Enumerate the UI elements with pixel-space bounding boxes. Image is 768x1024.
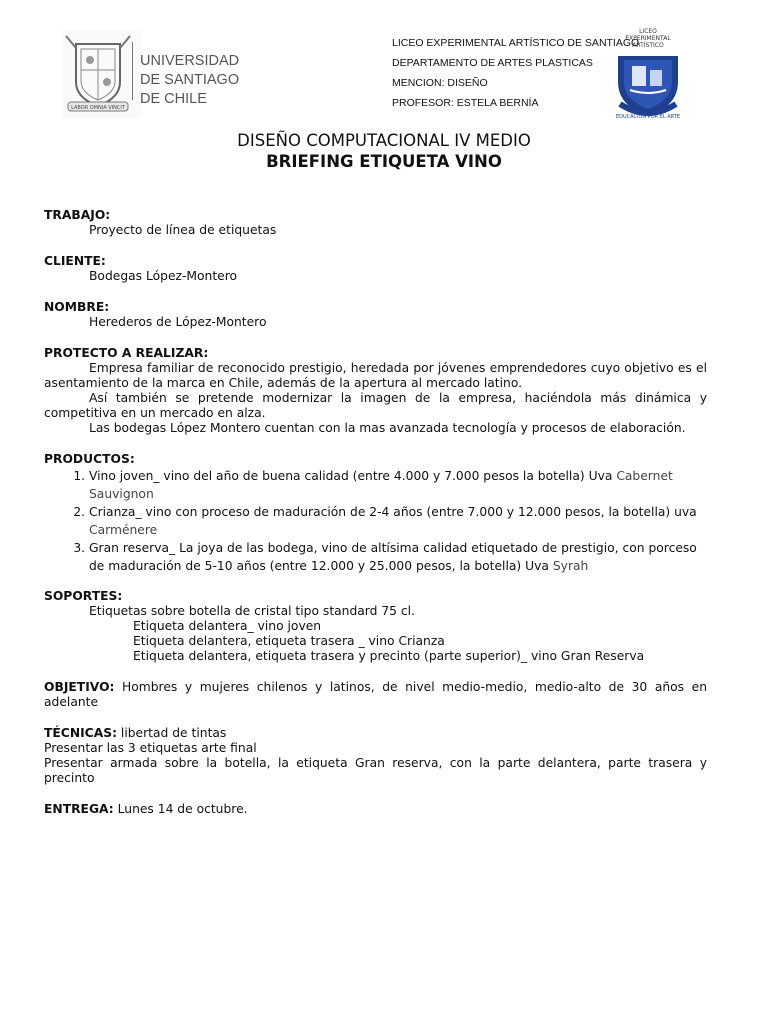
trabajo-label: TRABAJO: (44, 208, 111, 222)
proyecto-paragraph: Empresa familiar de reconocido prestigio, heredada por jóvenes emprendedores cuyo objetivo es el asentamiento de la marca en Chile, además de la apertura al mercado latino. (44, 361, 707, 390)
university-seal-icon (62, 30, 142, 118)
soporte-item: Etiqueta delantera_ vino joven (133, 619, 322, 633)
proyecto-paragraph: Así también se pretende modernizar la imagen de la empresa, haciéndola más dinámica y competitiva en un mercado en alza. (44, 391, 707, 420)
tecnicas-line: Presentar las 3 etiquetas arte final (44, 741, 257, 755)
school-crest-icon (608, 26, 688, 122)
tecnicas-label: TÉCNICAS: (44, 726, 117, 740)
university-name: UNIVERSIDAD DE SANTIAGO DE CHILE (140, 53, 240, 107)
tecnicas-line: Presentar armada sobre la botella, la etiqueta Gran reserva, con la parte delantera, parte trasera y precinto (44, 756, 707, 785)
objetivo-block (44, 680, 707, 710)
soporte-item: Etiqueta delantera, etiqueta trasera _ vino Crianza (133, 634, 445, 648)
trabajo-value: Proyecto de línea de etiquetas (89, 223, 277, 237)
entrega-block (44, 802, 707, 817)
course-title: DISEÑO COMPUTACIONAL IV MEDIO (237, 131, 531, 150)
logo-divider (132, 42, 133, 100)
list-item: 3. Gran reserva_ La joya de las bodega, vino de altísima calidad etiquetado de prestigio, con porceso de maduración de 5-10 años (entre 12.000 y 25.000 pesos, la botella) Uva Syrah (89, 539, 707, 575)
list-item: 1. Vino joven_ vino del año de buena calidad (entre 4.000 y 7.000 pesos la botella) Uva Cabernet Sauvignon (89, 467, 707, 503)
svg-text:LICEO: LICEO (639, 28, 657, 35)
school-name: LICEO EXPERIMENTAL ARTÍSTICO DE SANTIAGO (392, 37, 640, 49)
tecnicas-text: libertad de tintas (120, 726, 227, 740)
briefing-body (44, 208, 707, 817)
svg-text:ARTÍSTICO: ARTÍSTICO (632, 42, 664, 49)
mention: MENCION: DISEÑO (392, 77, 488, 89)
entrega-label: ENTREGA: (44, 802, 114, 816)
nombre-value: Herederos de López-Montero (89, 315, 267, 329)
soportes-label: SOPORTES: (44, 589, 123, 603)
school-logo (608, 26, 688, 122)
proyecto-paragraph: Las bodegas López Montero cuentan con la mas avanzada tecnología y procesos de elaboración. (89, 421, 686, 435)
svg-text:EDUCACIÓN POR EL ARTE: EDUCACIÓN POR EL ARTE (615, 114, 681, 120)
grape-variety: Syrah (552, 559, 589, 573)
entrega-text: Lunes 14 de octubre. (117, 802, 248, 816)
grape-variety: Cabernet Sauvignon (89, 469, 673, 501)
soportes-intro: Etiquetas sobre botella de cristal tipo standard 75 cl. (89, 604, 416, 618)
grape-variety: Carménere (89, 523, 158, 537)
cliente-value: Bodegas López-Montero (89, 269, 238, 283)
productos-list (44, 467, 707, 575)
soporte-item: Etiqueta delantera, etiqueta trasera y precinto (parte superior)_ vino Gran Reserva (133, 649, 645, 663)
tecnicas-block (44, 726, 707, 741)
list-item: 2. Crianza_ vino con proceso de maduración de 2-4 años (entre 7.000 y 12.000 pesos, la botella) uva Carménere (89, 503, 707, 539)
proyecto-label: PROTECTO A REALIZAR: (44, 346, 209, 360)
teacher: PROFESOR: ESTELA BERNÍA (392, 97, 539, 109)
productos-label: PRODUCTOS: (44, 452, 135, 466)
svg-text:LABOR OMNIA VINCIT: LABOR OMNIA VINCIT (71, 105, 125, 111)
department: DEPARTAMENTO DE ARTES PLASTICAS (392, 57, 593, 69)
objetivo-text: Hombres y mujeres chilenos y latinos, de nivel medio-medio, medio-alto de 30 años en adelante (44, 680, 707, 709)
svg-text:EXPERIMENTAL: EXPERIMENTAL (625, 35, 671, 42)
cliente-label: CLIENTE: (44, 254, 106, 268)
objetivo-label: OBJETIVO: (44, 680, 115, 694)
nombre-label: NOMBRE: (44, 300, 110, 314)
school-info (392, 36, 640, 109)
document-title: BRIEFING ETIQUETA VINO (266, 152, 502, 171)
